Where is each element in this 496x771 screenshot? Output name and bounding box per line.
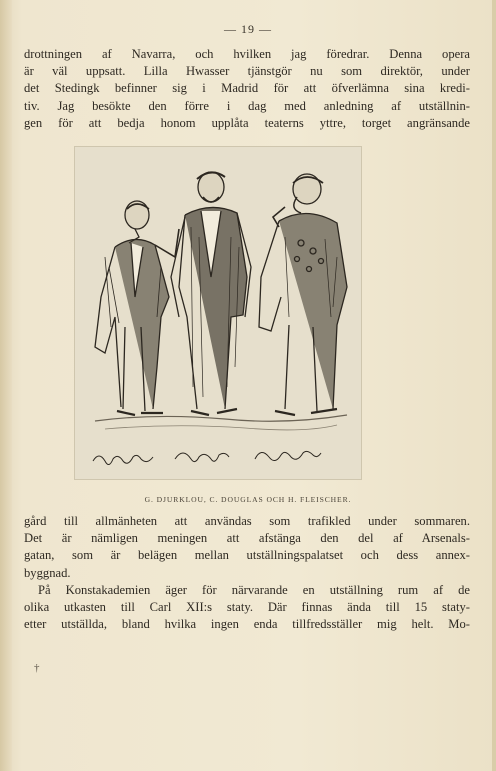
text-line: gatan, som är belägen mellan utställningspalatset och dess annex- (24, 548, 470, 563)
paragraph-middle (24, 513, 470, 582)
text-line: gård till allmänheten att användas som trafikled under sommaren. (24, 514, 470, 528)
footer-dagger-mark: † (34, 662, 40, 674)
text-line: etter utställda, bland hvilka ingen enda tillfredsställer mig helt. Mo- (24, 617, 470, 632)
page-number: — 19 — (224, 22, 272, 36)
paragraph-bottom (24, 582, 470, 634)
book-spine-shadow (0, 0, 12, 771)
text-line: gen för att bedja honom upplåta teaterns yttre, torget angränsande (24, 115, 470, 130)
text-line: olika utkasten till Carl XII:s staty. Där finnas ända till 15 staty- (24, 600, 470, 615)
text-line: tiv. Jag besökte den förre i dag med anledning af utställnin- (24, 98, 470, 113)
illustration-three-men (74, 146, 362, 480)
page-edge (492, 0, 496, 771)
text-line: På Konstakademien äger för närvarande en utställning rum af de (38, 583, 470, 597)
text-line: Det är nämligen meningen att afstänga den del af Arsenals- (24, 531, 470, 546)
sketch-drawing (75, 147, 361, 479)
figure-caption: G. DJURKLOU, C. DOUGLAS OCH H. FLEISCHER. (144, 495, 352, 504)
paragraph-top (24, 46, 470, 132)
text-line: byggnad. (24, 565, 71, 580)
text-line: är väl uppsatt. Lilla Hwasser tjänstgör nu som direktör, under (24, 64, 470, 79)
text-line: det Stedingk befinner sig i Madrid för att öfverlämna sina kredi- (24, 81, 470, 96)
text-line: drottningen af Navarra, och hvilken jag föredrar. Denna opera (24, 47, 470, 61)
